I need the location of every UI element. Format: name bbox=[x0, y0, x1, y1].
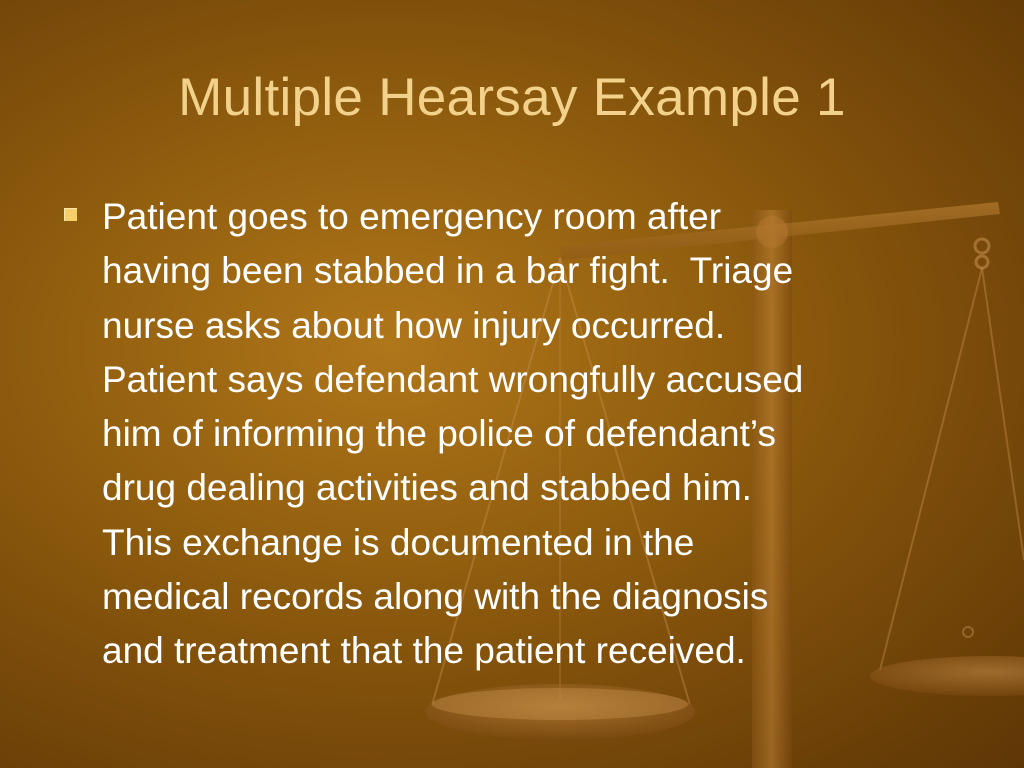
bullet-line: having been stabbed in a bar fight. Triage bbox=[102, 250, 794, 292]
square-bullet-icon bbox=[64, 208, 77, 221]
slide-title: Multiple Hearsay Example 1 bbox=[178, 68, 846, 127]
bullet-line: drug dealing activities and stabbed him. bbox=[102, 467, 752, 509]
bullet-line: him of informing the police of defendant’s bbox=[102, 413, 776, 455]
bullet-line: Patient says defendant wrongfully accused bbox=[102, 358, 804, 400]
bullet-text bbox=[102, 190, 982, 679]
bullet-line: medical records along with the diagnosis bbox=[102, 576, 769, 618]
bullet-line: and treatment that the patient received. bbox=[102, 630, 746, 672]
bullet-line: Patient goes to emergency room after bbox=[102, 196, 722, 237]
bullet-line: nurse asks about how injury occurred. bbox=[102, 304, 726, 346]
bullet-line: This exchange is documented in the bbox=[102, 521, 695, 563]
